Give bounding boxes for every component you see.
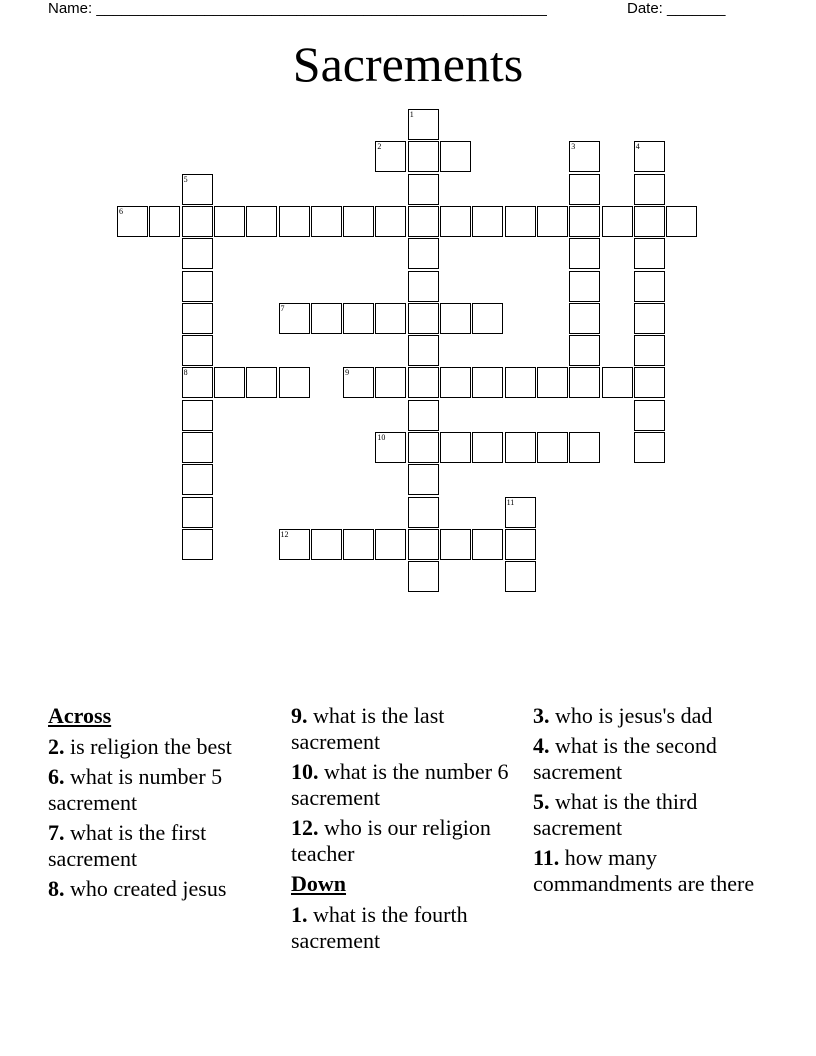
grid-cell[interactable] — [311, 206, 342, 237]
grid-cell[interactable] — [505, 367, 536, 398]
clue-number-8: 8 — [183, 368, 188, 378]
grid-cell[interactable] — [440, 141, 471, 172]
clues-column-2 — [291, 703, 526, 958]
grid-cell[interactable] — [634, 303, 665, 334]
clue-down-4: 4. what is the second sacrement — [533, 733, 717, 784]
grid-cell[interactable] — [375, 367, 406, 398]
clue-across-7: 7. what is the first sacrement — [48, 820, 207, 871]
grid-cell[interactable] — [505, 432, 536, 463]
grid-cell[interactable] — [311, 303, 342, 334]
clue-across-6: 6. what is number 5 sacrement — [48, 764, 223, 815]
grid-cell[interactable] — [343, 303, 374, 334]
clue-number-1: 1 — [409, 110, 414, 119]
grid-cell[interactable] — [569, 367, 600, 398]
clue-across-8: 8. who created jesus — [48, 876, 227, 901]
grid-cell[interactable] — [569, 238, 600, 269]
grid-cell[interactable] — [505, 529, 536, 560]
grid-cell[interactable] — [569, 432, 600, 463]
grid-cell[interactable] — [505, 561, 536, 592]
grid-cell[interactable] — [375, 206, 406, 237]
grid-cell[interactable] — [472, 206, 503, 237]
grid-cell[interactable] — [634, 206, 665, 237]
grid-cell[interactable] — [569, 335, 600, 366]
clue-number-5: 5 — [183, 174, 188, 184]
grid-cell[interactable] — [634, 432, 665, 463]
grid-cell[interactable] — [408, 271, 439, 302]
grid-cell[interactable] — [634, 400, 665, 431]
grid-cell[interactable] — [408, 561, 439, 592]
grid-cell[interactable] — [537, 367, 568, 398]
clues-column-3 — [533, 703, 768, 901]
grid-cell[interactable] — [214, 206, 245, 237]
grid-cell[interactable] — [634, 271, 665, 302]
grid-cell[interactable] — [440, 529, 471, 560]
grid-cell[interactable] — [182, 238, 213, 269]
grid-cell[interactable] — [440, 303, 471, 334]
grid-cell[interactable] — [634, 367, 665, 398]
across-heading: Across — [48, 703, 112, 728]
grid-cell[interactable] — [408, 497, 439, 528]
grid-cell[interactable] — [311, 529, 342, 560]
grid-cell[interactable] — [634, 238, 665, 269]
grid-cell[interactable] — [472, 367, 503, 398]
clues-column-1 — [48, 703, 283, 906]
grid-cell[interactable] — [279, 206, 310, 237]
clue-across-12: 12. who is our religion teacher — [291, 815, 491, 866]
grid-cell[interactable] — [182, 271, 213, 302]
grid-cell[interactable] — [569, 271, 600, 302]
clue-number-3: 3 — [571, 142, 576, 152]
grid-cell[interactable] — [408, 303, 439, 334]
grid-cell[interactable] — [634, 335, 665, 366]
grid-cell[interactable] — [537, 432, 568, 463]
clue-number-12: 12 — [280, 529, 289, 539]
down-heading: Down — [291, 871, 347, 896]
grid-cell[interactable] — [634, 174, 665, 205]
clue-across-9: 9. what is the last sacrement — [291, 703, 445, 754]
grid-cell[interactable] — [375, 529, 406, 560]
grid-cell[interactable] — [182, 497, 213, 528]
grid-cell[interactable] — [343, 529, 374, 560]
grid-cell[interactable] — [182, 529, 213, 560]
grid-cell[interactable] — [602, 206, 633, 237]
grid-cell[interactable] — [569, 206, 600, 237]
date-field-label: Date: _______ — [627, 0, 726, 17]
grid-cell[interactable] — [472, 529, 503, 560]
grid-cell[interactable] — [569, 303, 600, 334]
grid-cell[interactable] — [408, 174, 439, 205]
grid-cell[interactable] — [408, 141, 439, 172]
clue-across-2: 2. is religion the best — [48, 734, 232, 759]
clue-down-5: 5. what is the third sacrement — [533, 789, 698, 840]
grid-cell[interactable] — [343, 206, 374, 237]
grid-cell[interactable] — [408, 206, 439, 237]
grid-cell[interactable] — [149, 206, 180, 237]
grid-cell[interactable] — [182, 464, 213, 495]
grid-cell[interactable] — [279, 367, 310, 398]
grid-cell[interactable] — [246, 367, 277, 398]
clue-number-4: 4 — [635, 142, 640, 152]
clue-number-10: 10 — [377, 433, 386, 442]
grid-cell[interactable] — [408, 400, 439, 431]
clue-number-11: 11 — [506, 497, 515, 507]
grid-cell[interactable] — [408, 367, 439, 398]
clue-number-7: 7 — [280, 303, 285, 313]
clue-down-11: 11. how many commandments are there — [533, 845, 755, 896]
grid-cell[interactable] — [182, 400, 213, 431]
grid-cell[interactable] — [408, 464, 439, 495]
clue-down-3: 3. who is jesus's dad — [533, 703, 713, 728]
grid-cell[interactable] — [182, 303, 213, 334]
grid-cell[interactable] — [472, 303, 503, 334]
grid-cell[interactable] — [408, 335, 439, 366]
grid-cell[interactable] — [505, 206, 536, 237]
grid-cell[interactable] — [182, 206, 213, 237]
grid-cell[interactable] — [246, 206, 277, 237]
grid-cell[interactable] — [182, 335, 213, 366]
name-field-label: Name: ______________________________________________________ — [48, 0, 547, 17]
page-title: Sacrements — [292, 36, 524, 92]
grid-cell[interactable] — [569, 174, 600, 205]
grid-cell[interactable] — [440, 367, 471, 398]
grid-cell[interactable] — [408, 432, 439, 463]
grid-cell[interactable] — [408, 238, 439, 269]
clue-number-6: 6 — [119, 206, 123, 216]
grid-cell[interactable] — [408, 529, 439, 560]
clue-down-1: 1. what is the fourth sacrement — [291, 902, 468, 953]
grid-cell[interactable] — [182, 432, 213, 463]
grid-cell[interactable] — [440, 432, 471, 463]
grid-cell[interactable] — [375, 303, 406, 334]
clue-number-2: 2 — [377, 142, 382, 152]
grid-cell[interactable] — [602, 367, 633, 398]
clue-across-10: 10. what is the number 6 sacrement — [291, 759, 509, 810]
clue-number-9: 9 — [345, 368, 350, 378]
grid-cell[interactable] — [440, 206, 471, 237]
grid-cell[interactable] — [472, 432, 503, 463]
grid-cell[interactable] — [537, 206, 568, 237]
grid-cell[interactable] — [666, 206, 697, 237]
grid-cell[interactable] — [214, 367, 245, 398]
